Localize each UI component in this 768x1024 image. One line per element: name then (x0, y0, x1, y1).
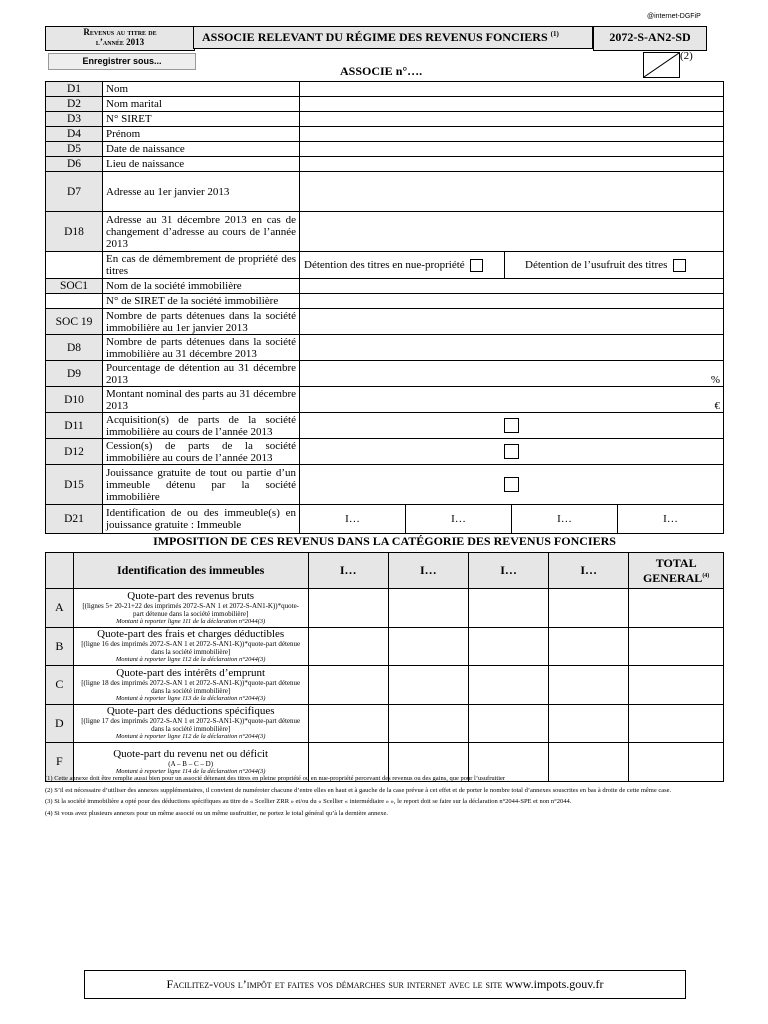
row-label: Pourcentage de détention au 31 décembre 2013 (103, 361, 300, 387)
imp-col-header: I… (468, 553, 548, 589)
imposition-row-report: Montant à reporter ligne 114 de la déclaration n°2044(3) (115, 767, 266, 775)
row-code: D5 (46, 142, 103, 157)
immeuble-marker: I… (345, 513, 360, 525)
row-code: D8 (46, 335, 103, 361)
info-row (46, 413, 724, 439)
row-label: Cession(s) de parts de la société immobilière au cours de l’année 2013 (103, 439, 300, 465)
row-code: D12 (46, 439, 103, 465)
row-value-field[interactable] (300, 127, 724, 142)
footnote: (2) S’il est nécessaire d’utiliser des annexes supplémentaires, il convient de numéroter chacune d’entre elles en haut et à gauche de la case prévue à cet effet et de porter le nombre total d’annexes souscrites en bas à droite de cette même case. (45, 786, 672, 794)
footnote: (3) Si la société immobilière a opté pour des déductions spécifiques au titre de « Scellier ZRR » et/ou du « Scellier « intermédiaire » », le report doit se faire sur la déclaration n°2044-SPE et non n°2044. (45, 798, 572, 805)
amount-field[interactable] (388, 666, 468, 705)
row-value-field[interactable] (300, 505, 724, 534)
annex-number-note: (2) (680, 50, 693, 62)
row-label: Lieu de naissance (103, 157, 300, 172)
row-code (46, 294, 103, 309)
row-label: N° de SIRET de la société immobilière (103, 294, 300, 309)
info-row (46, 97, 724, 112)
footnote: (1) Cette annexe doit être remplie aussi bien pour un associé détenant des titres en pleine propriété ou en nue-propriété percevant des revenus ou des gains, que pour l’usufruitier (45, 775, 506, 782)
row-value-field[interactable] (300, 82, 724, 97)
info-row (46, 505, 724, 534)
total-header (629, 553, 724, 589)
amount-field[interactable] (308, 704, 388, 743)
yes-checkbox[interactable] (504, 477, 519, 492)
amount-field[interactable] (468, 589, 548, 628)
immeuble-field[interactable] (512, 505, 618, 533)
row-value-field[interactable] (300, 279, 724, 294)
amount-field[interactable] (308, 627, 388, 666)
row-code: D15 (46, 465, 103, 505)
imposition-row-title: Quote-part des intérêts d’emprunt (116, 666, 266, 679)
info-row (46, 279, 724, 294)
row-label: Adresse au 1er janvier 2013 (103, 172, 300, 212)
corner-cell (46, 553, 74, 589)
imposition-row (46, 627, 724, 666)
imp-col-header: I… (549, 553, 629, 589)
imposition-row-detail: [(ligne 18 des imprimés 2072-S-AN 1 et 2072-S-AN1-K))*quote-part détenue dans la société immobilière] (81, 678, 301, 695)
row-value-field[interactable] (300, 252, 724, 279)
row-value-field[interactable] (300, 465, 724, 505)
usufruit-checkbox[interactable] (673, 259, 686, 272)
amount-field[interactable] (549, 704, 629, 743)
imposition-row-title: Quote-part des frais et charges déductibles (97, 628, 285, 641)
info-row (46, 335, 724, 361)
amount-field[interactable] (549, 589, 629, 628)
imposition-row-detail: (A – B – C – D) (168, 759, 214, 768)
row-label: Jouissance gratuite de tout ou partie d’un immeuble détenu par la société immobilière (103, 465, 300, 505)
info-row (46, 309, 724, 335)
amount-field[interactable] (468, 627, 548, 666)
row-code: D4 (46, 127, 103, 142)
row-letter: B (46, 627, 74, 666)
nue-propriete-option[interactable] (300, 252, 505, 278)
nue-propriete-checkbox[interactable] (470, 259, 483, 272)
euro-unit: € (714, 400, 720, 412)
imposition-row-label (73, 627, 308, 666)
row-value-field[interactable] (300, 112, 724, 127)
page-title: ASSOCIE RELEVANT DU RÉGIME DES REVENUS FONCIERS (202, 30, 548, 44)
amount-field[interactable] (629, 589, 724, 628)
row-value-field[interactable] (300, 309, 724, 335)
yes-checkbox[interactable] (504, 418, 519, 433)
amount-field[interactable] (388, 704, 468, 743)
info-row (46, 439, 724, 465)
total-header-note: (4) (702, 572, 710, 579)
bottom-banner (84, 970, 686, 999)
info-row (46, 294, 724, 309)
row-code: SOC1 (46, 279, 103, 294)
associe-info-table (45, 81, 724, 534)
header-title-box (193, 26, 593, 49)
row-letter: D (46, 704, 74, 743)
row-label: Prénom (103, 127, 300, 142)
row-value-field[interactable] (300, 387, 724, 413)
header-year-box (45, 26, 195, 51)
amount-field[interactable] (388, 589, 468, 628)
percent-unit: % (710, 374, 720, 386)
nue-propriete-label: Détention des titres en nue-propriété (304, 259, 465, 271)
row-code (46, 252, 103, 279)
imposition-row-report: Montant à reporter ligne 113 de la déclaration n°2044(3) (115, 694, 266, 702)
imposition-row-detail: [(lignes 5+ 20-21+22 des imprimés 2072-S-AN 1 et 2072-S-AN1-K))*quote-part détenue dans la société immobilière] (82, 601, 300, 618)
yes-checkbox[interactable] (504, 444, 519, 459)
imposition-row-title: Quote-part du revenu net ou déficit (113, 747, 269, 760)
imp-col-header: I… (308, 553, 388, 589)
info-row (46, 361, 724, 387)
amount-field[interactable] (308, 589, 388, 628)
info-row (46, 82, 724, 97)
amount-field[interactable] (468, 666, 548, 705)
info-row (46, 252, 724, 279)
row-value-field[interactable] (300, 97, 724, 112)
amount-field[interactable] (549, 627, 629, 666)
row-label: Identification de ou des immeuble(s) en jouissance gratuite : Immeuble (103, 505, 300, 534)
row-code: D9 (46, 361, 103, 387)
info-row (46, 212, 724, 252)
annex-number-box[interactable] (643, 52, 680, 78)
amount-field[interactable] (629, 627, 724, 666)
imposition-row-report: Montant à reporter ligne 112 de la déclaration n°2044(3) (115, 656, 266, 664)
diagonal-line-icon (644, 53, 679, 77)
imp-col-header: I… (388, 553, 468, 589)
form-code: 2072-S-AN2-SD (593, 26, 707, 51)
amount-field[interactable] (388, 627, 468, 666)
internet-dgfip-note: @internet-DGFiP (647, 13, 701, 20)
info-row (46, 142, 724, 157)
row-code: D7 (46, 172, 103, 212)
info-row (46, 172, 724, 212)
immeuble-marker: I… (557, 513, 572, 525)
row-label: Acquisition(s) de parts de la société immobilière au cours de l’année 2013 (103, 413, 300, 439)
row-code: SOC 19 (46, 309, 103, 335)
row-letter: A (46, 589, 74, 628)
ident-header: Identification des immeubles (73, 553, 308, 589)
amount-field[interactable] (468, 704, 548, 743)
row-value-field[interactable] (300, 212, 724, 252)
row-label: N° SIRET (103, 112, 300, 127)
row-value-field[interactable] (300, 361, 724, 387)
imposition-row (46, 589, 724, 628)
imposition-title: IMPOSITION DE CES REVENUS DANS LA CATÉGORIE DES REVENUS FONCIERS (153, 534, 616, 548)
row-code: D3 (46, 112, 103, 127)
imposition-row-detail: [(ligne 16 des imprimés 2072-S-AN 1 et 2072-S-AN1-K))*quote-part détenue dans la société immobilière] (81, 640, 301, 657)
imposition-table (45, 552, 724, 782)
imposition-row-report: Montant à reporter ligne 112 de la déclaration n°2044(3) (115, 733, 266, 741)
row-value-field[interactable] (300, 413, 724, 439)
imposition-row (46, 704, 724, 743)
info-row (46, 157, 724, 172)
row-letter: C (46, 666, 74, 705)
row-value-field[interactable] (300, 335, 724, 361)
row-code: D11 (46, 413, 103, 439)
row-label: Nombre de parts détenues dans la société immobilière au 31 décembre 2013 (103, 335, 300, 361)
row-code: D1 (46, 82, 103, 97)
usufruit-option[interactable] (505, 259, 723, 272)
info-row (46, 465, 724, 505)
imposition-row-report: Montant à reporter ligne 111 de la déclaration n°2044(3) (116, 617, 266, 625)
row-label: Nombre de parts détenues dans la société immobilière au 1er janvier 2013 (103, 309, 300, 335)
immeuble-marker: I… (451, 513, 466, 525)
immeuble-field[interactable] (406, 505, 512, 533)
imposition-row-label (73, 704, 308, 743)
row-label: En cas de démembrement de propriété des titres (103, 252, 300, 279)
header-year-line1: Revenus au titre de (83, 27, 157, 37)
immeuble-field[interactable] (300, 505, 406, 533)
amount-field[interactable] (549, 666, 629, 705)
bottom-banner-text: Facilitez-vous l’impôt et faites vos démarches sur internet avec le site (166, 977, 503, 991)
usufruit-label: Détention de l’usufruit des titres (525, 259, 668, 271)
total-header-label: TOTAL GENERAL (642, 555, 703, 585)
info-row (46, 127, 724, 142)
row-value-field[interactable] (300, 172, 724, 212)
immeuble-marker: I… (663, 513, 678, 525)
impots-website-link[interactable]: www.impots.gouv.fr (505, 977, 604, 991)
row-code: D6 (46, 157, 103, 172)
row-value-field[interactable] (300, 439, 724, 465)
row-value-field[interactable] (300, 294, 724, 309)
row-code: D10 (46, 387, 103, 413)
imposition-row-title: Quote-part des revenus bruts (127, 589, 255, 602)
row-value-field[interactable] (300, 157, 724, 172)
associe-number-label: ASSOCIE n°…. (340, 64, 423, 78)
row-code: D21 (46, 505, 103, 534)
footnote: (4) Si vous avez plusieurs annexes pour un même associé ou un même usufruitier, ne portez le total général qu’à la dernière annexe. (45, 809, 389, 817)
imposition-row-detail: [(ligne 17 des imprimés 2072-S-AN 1 et 2072-S-AN1-K))*quote-part détenue dans la société immobilière] (81, 717, 301, 734)
row-label: Date de naissance (103, 142, 300, 157)
imposition-row-title: Quote-part des déductions spécifiques (106, 705, 275, 718)
save-as-button[interactable]: Enregistrer sous... (48, 53, 196, 70)
info-row (46, 112, 724, 127)
amount-field[interactable] (629, 666, 724, 705)
imposition-row (46, 666, 724, 705)
row-label: Nom (103, 82, 300, 97)
row-letter: F (46, 743, 74, 782)
row-value-field[interactable] (300, 142, 724, 157)
row-label: Nom marital (103, 97, 300, 112)
amount-field[interactable] (308, 666, 388, 705)
row-code: D2 (46, 97, 103, 112)
row-label: Montant nominal des parts au 31 décembre 2013 (103, 387, 300, 413)
immeuble-field[interactable] (618, 505, 723, 533)
amount-field[interactable] (629, 704, 724, 743)
footnotes (45, 775, 725, 821)
imposition-row-label (73, 589, 308, 628)
row-label: Nom de la société immobilière (103, 279, 300, 294)
header-year-line2: l’année 2013 (95, 37, 145, 47)
page-title-note: (1) (550, 30, 559, 38)
info-row (46, 387, 724, 413)
row-label: Adresse au 31 décembre 2013 en cas de changement d’adresse au cours de l’année 2013 (103, 212, 300, 252)
row-code: D18 (46, 212, 103, 252)
imposition-row-label (73, 666, 308, 705)
